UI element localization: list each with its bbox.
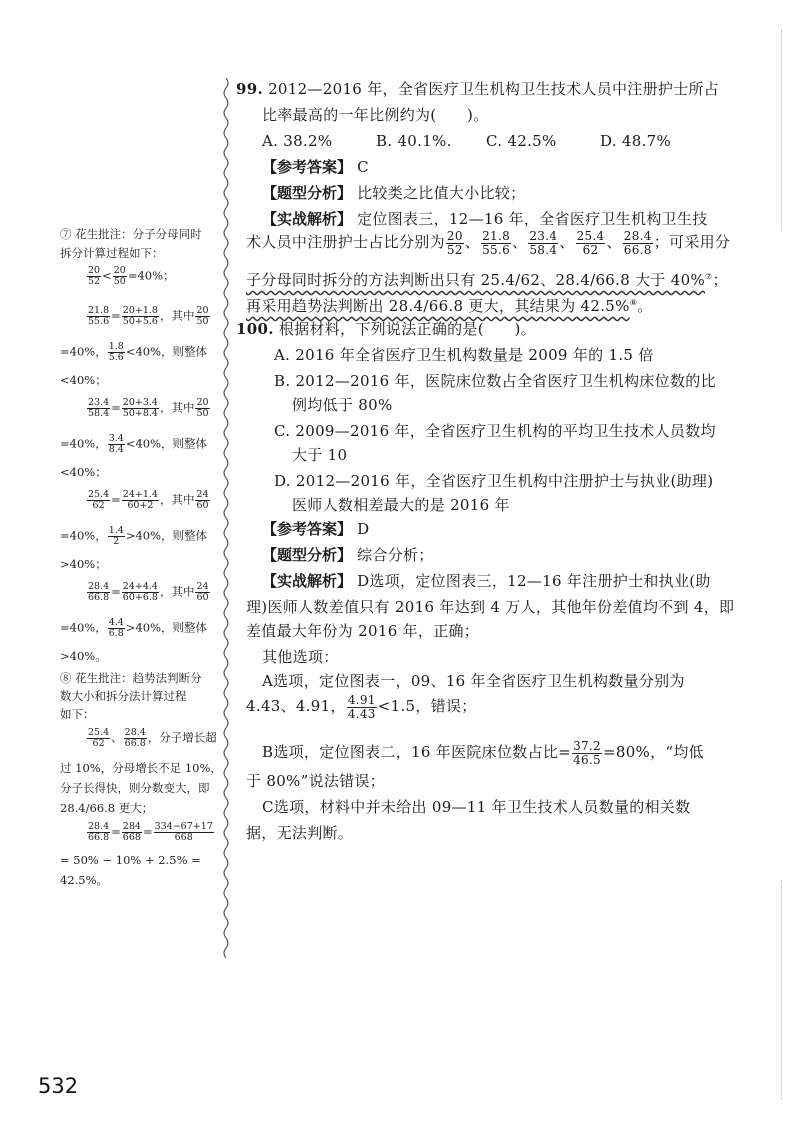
q100-answer bbox=[262, 518, 369, 540]
note8-line10: 42.5%。 bbox=[60, 873, 109, 887]
scan-edge-dots bbox=[781, 30, 783, 230]
scan-edge-dots bbox=[781, 880, 783, 1100]
note8-title: ⑧ 花生批注：趋势法判断分 bbox=[60, 671, 202, 685]
q100-number: 100. bbox=[236, 320, 274, 338]
q100-option-b-1: B. 2012—2016 年，医院床位数占全省医疗卫生机构床位数的比 bbox=[274, 372, 716, 390]
note8-line7: 28.4/66.8 更大； bbox=[60, 801, 154, 815]
note-marker-8: ⑧ bbox=[629, 298, 638, 307]
q100-option-c-1: C. 2009—2016 年，全省医疗卫生机构的平均卫生技术人员数均 bbox=[274, 422, 716, 440]
note7-step3b: =40%， $\frac{3.4}{8.4}$ <40%，则整体 bbox=[60, 433, 208, 455]
q100-stem: 100. 根据材料，下列说法正确的是( )。 bbox=[236, 320, 536, 338]
q99-option-a: A. 38.2% bbox=[262, 132, 333, 150]
q100-analysis-1: 【实战解析】 D选项，定位图表三，12—16 年注册护士和执业(助 bbox=[262, 572, 711, 590]
q100-option-c-2: 大于 10 bbox=[292, 446, 348, 464]
note7-title2: 拆分计算过程如下： bbox=[60, 246, 164, 260]
note7-title: ⑦ 花生批注：分子分母同时 bbox=[60, 227, 202, 241]
note8-line5: 过 10%，分母增长不足 10%， bbox=[60, 761, 222, 775]
type-value: 综合分析； bbox=[357, 546, 434, 564]
note7-step4b: =40%， $\frac{1.4}{2}$ >40%，则整体 bbox=[60, 525, 208, 547]
q99-option-b: B. 40.1%. bbox=[376, 132, 452, 150]
note7-step3c: <40%； bbox=[60, 465, 107, 479]
type-label: 【题型分析】 bbox=[262, 546, 353, 564]
q99-analysis-2: 术人员中注册护士占比分别为 $\frac{20}{52}$ 、 $\frac{21.8}{55.6}$ 、 $\frac{23.4}{58.4}$ 、 $\frac{25.4}{62}$ 、 $\frac{28.4}{66.8}$ ；可采用分 bbox=[246, 229, 731, 257]
q99-number: 99. bbox=[236, 80, 263, 98]
q100-option-d-1: D. 2012—2016 年，全省医疗卫生机构中注册护士与执业(助理) bbox=[274, 472, 714, 490]
ratio-fraction: $\frac{20}{52}$ bbox=[446, 229, 463, 257]
q100-option-b-analysis-1: B选项，定位图表二，16 年医院床位数占比= $\frac{37.2}{46.5}$ =80%，“均低 bbox=[262, 739, 704, 767]
analysis-label: 【实战解析】 bbox=[262, 572, 353, 590]
q99-type bbox=[262, 182, 525, 204]
q99-analysis-1: 【实战解析】 定位图表三，12—16 年，全省医疗卫生机构卫生技 bbox=[262, 210, 708, 228]
q100-option-c-analysis-1: C选项，材料中并未给出 09—11 年卫生技术人员数量的相关数 bbox=[262, 798, 691, 816]
note8-line3: 如下： bbox=[60, 707, 95, 721]
q99-option-d: D. 48.7% bbox=[600, 132, 672, 150]
q100-option-b-analysis-2: 于 80%”说法错误； bbox=[246, 772, 386, 790]
answer-label: 【参考答案】 bbox=[262, 520, 353, 538]
note7-step1: $\frac{20}{52}$ < $\frac{20}{50}$ =40%； bbox=[88, 265, 175, 287]
q99-analysis-3: 子分母同时拆分的方法判断出只有 25.4/62、28.4/66.8 大于 40%⑦； bbox=[246, 271, 728, 289]
page-number: 532 bbox=[38, 1074, 79, 1098]
note-marker-7: ⑦ bbox=[705, 272, 713, 281]
q100-analysis-2: 理)医师人数差值只有 2016 年达到 4 万人，其他年份差值均不到 4，即 bbox=[246, 598, 735, 616]
q100-option-a-analysis-2: 4.43、4.91， $\frac{4.91}{4.43}$ <1.5，错误； bbox=[246, 693, 477, 721]
note7-step4: $\frac{25.4}{62}$ = $\frac{24+1.4}{60+2}$ ，其中 $\frac{24}{60}$ bbox=[88, 489, 209, 511]
type-value: 比较类之比值大小比较； bbox=[357, 184, 526, 202]
note7-step5: $\frac{28.4}{66.8}$ = $\frac{24+4.4}{60+6.8}$ ，其中 $\frac{24}{60}$ bbox=[88, 581, 209, 603]
q100-option-a-analysis-1: A选项，定位图表一，09、16 年全省医疗卫生机构数量分别为 bbox=[262, 672, 685, 690]
note7-step5c: >40%。 bbox=[60, 649, 107, 663]
answer-value: D bbox=[357, 520, 370, 538]
q100-option-a: A. 2016 年全省医疗卫生机构数量是 2009 年的 1.5 倍 bbox=[274, 346, 654, 364]
ratio-fraction: $\frac{23.4}{58.4}$ bbox=[529, 229, 558, 257]
q99-answer bbox=[262, 156, 369, 178]
analysis-label: 【实战解析】 bbox=[262, 210, 353, 228]
q99-analysis-4: 再采用趋势法判断出 28.4/66.8 更大，其结果为 42.5%⑧。 bbox=[246, 297, 653, 315]
note7-step2b: =40%， $\frac{1.8}{5.6}$ <40%，则整体 bbox=[60, 341, 208, 363]
type-label: 【题型分析】 bbox=[262, 184, 353, 202]
q100-other-options: 其他选项： bbox=[262, 648, 339, 666]
note8-line9: = 50% − 10% + 2.5% = bbox=[60, 853, 201, 867]
note7-step3: $\frac{23.4}{58.4}$ = $\frac{20+3.4}{50+8.4}$ ，其中 $\frac{20}{50}$ bbox=[88, 397, 209, 419]
ratio-fraction: $\frac{21.8}{55.6}$ bbox=[482, 229, 511, 257]
q100-option-c-analysis-2: 据，无法判断。 bbox=[246, 824, 354, 842]
q100-option-d-2: 医师人数相差最大的是 2016 年 bbox=[292, 496, 510, 514]
note7-step4c: >40%； bbox=[60, 557, 107, 571]
ratio-fraction: $\frac{4.91}{4.43}$ bbox=[347, 693, 376, 721]
ratio-fraction: $\frac{28.4}{66.8}$ bbox=[623, 229, 652, 257]
note7-step5b: =40%， $\frac{4.4}{6.8}$ >40%，则整体 bbox=[60, 617, 208, 639]
answer-value: C bbox=[357, 158, 369, 176]
note8-step2: $\frac{28.4}{66.8}$ = $\frac{284}{668}$ = $\frac{334-67+17}{668}$ bbox=[88, 821, 213, 843]
ratio-fraction: $\frac{37.2}{46.5}$ bbox=[573, 739, 601, 767]
note8-line2: 数大小和拆分法计算过程 bbox=[60, 689, 187, 703]
q99-option-c: C. 42.5% bbox=[486, 132, 557, 150]
note7-step2c: <40%； bbox=[60, 373, 107, 387]
note8-step1: $\frac{25.4}{62}$ 、 $\frac{28.4}{66.8}$ ，分子增长超 bbox=[88, 727, 217, 749]
q99-stem-2: 比率最高的一年比例约为( )。 bbox=[262, 106, 489, 124]
note8-line6: 分子长得快，则分数变大，即 bbox=[60, 781, 210, 795]
note7-step2: $\frac{21.8}{55.6}$ = $\frac{20+1.8}{50+5.6}$ ，其中 $\frac{20}{50}$ bbox=[88, 305, 209, 327]
q100-type bbox=[262, 544, 434, 566]
q99-line1 bbox=[236, 78, 719, 100]
ratio-fraction: $\frac{25.4}{62}$ bbox=[576, 229, 605, 257]
wavy-divider bbox=[219, 78, 233, 958]
q100-analysis-3: 差值最大年份为 2016 年，正确； bbox=[246, 622, 480, 640]
q100-option-b-2: 例均低于 80% bbox=[292, 396, 393, 414]
answer-label: 【参考答案】 bbox=[262, 158, 353, 176]
q99-stem-1: 2012—2016 年，全省医疗卫生机构卫生技术人员中注册护士所占 bbox=[268, 80, 720, 98]
